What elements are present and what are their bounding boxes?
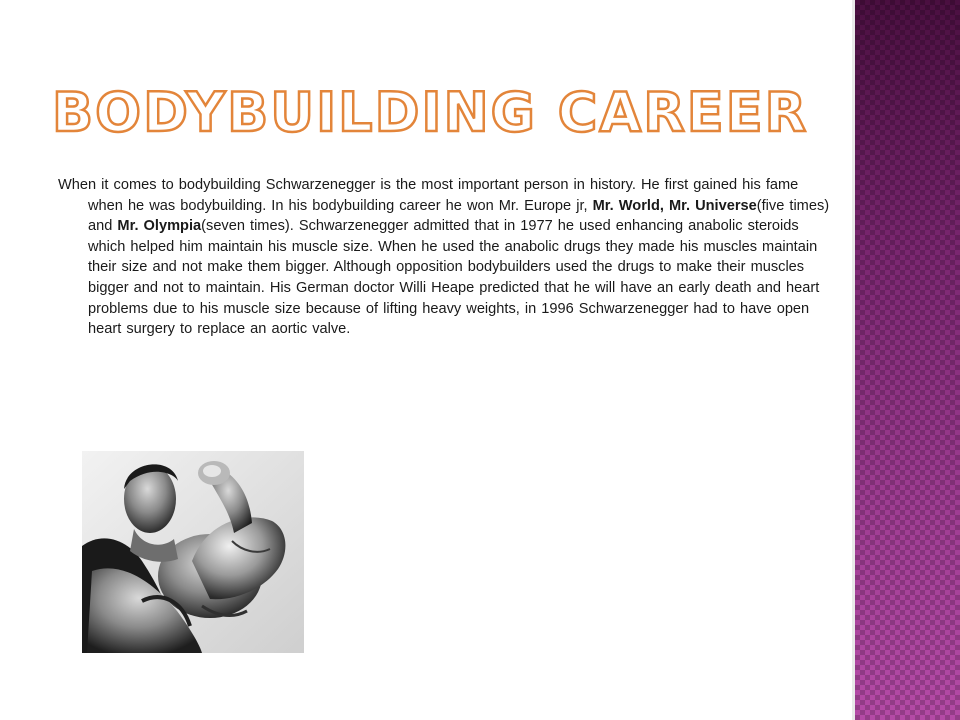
body-text-part-3: (seven times). Schwarzenegger admitted that in 1977 he used enhancing anabolic steroids which helped him maintain his muscle size. When he used the anabolic drugs they made his muscles maintain their size and not make them bigger. Although opposition bodybuilders used the drugs to make their muscles bigger and not to maintain. His German doctor Willi Heape predicted that he will have an early death and heart problems due to his muscle size because of lifting heavy weights, in 1996 Schwarzenegger had to have open heart surgery to replace an aortic valve. xyxy=(88,218,820,338)
body-text-bold-titles: Mr. World, Mr. Universe xyxy=(592,197,757,214)
decorative-side-panel xyxy=(855,0,960,720)
slide-title: BODYBUILDING CAREER xyxy=(52,81,809,144)
bodybuilder-photo xyxy=(82,451,304,653)
slide-body-text xyxy=(58,175,838,340)
body-text-bold-olympia: Mr. Olympia xyxy=(117,218,202,235)
body-text-part-1: When it comes to bodybuilding Schwarzenegger is the most important person in history. He first gained his fame when he was bodybuilding. In his bodybuilding career he won Mr. Europe jr, xyxy=(58,177,799,214)
body-text-part-2: (five times) and xyxy=(88,197,830,235)
